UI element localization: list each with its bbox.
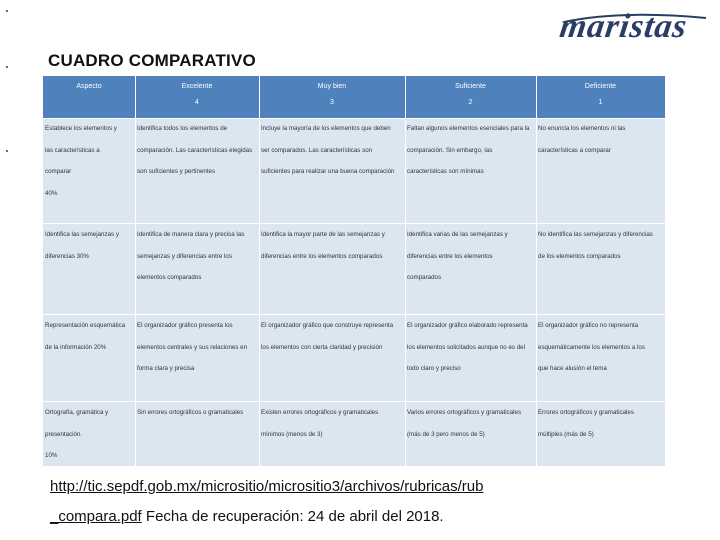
muy-bien-cell: Identifica la mayor parte de las semejanzas y diferencias entre los elementos comparados [261, 231, 385, 260]
logo-text: maristas [557, 8, 690, 45]
aspect-cell: Establece los elementos y las características a comparar 40% [45, 125, 117, 197]
table-row [43, 315, 665, 401]
excelente-cell: El organizador gráfico presenta los elementos centrales y sus relaciones en forma clara y precisa [137, 322, 248, 372]
source-link[interactable]: http://tic.sepdf.gob.mx/micrositio/micrositio3/archivos/rubricas/rub [50, 478, 484, 495]
muy-bien-cell: Existen errores ortográficos y gramaticales mínimos (menos de 3) [261, 409, 379, 438]
excelente-cell: Identifica todos los elementos de comparación. Las características elegidas son suficientes y pertinentes [137, 125, 253, 175]
suficiente-cell: Identifica varias de las semejanzas y diferencias entre los elementos comparados [407, 231, 508, 281]
source-citation [50, 472, 483, 532]
deficiente-cell: El organizador gráfico no representa esquemáticamente los elementos a los que hace alusión el tema [538, 322, 645, 372]
aspect-cell: Representación esquemática de la información 20% [45, 322, 126, 351]
deficiente-cell: No identifica las semejanzas y diferencias de los elementos comparados [538, 231, 653, 260]
table-row [43, 118, 665, 223]
aspect-cell: Identifica las semejanzas y diferencias 30% [45, 231, 119, 260]
page-title: CUADRO COMPARATIVO [48, 51, 256, 70]
table-header [43, 76, 665, 118]
header-muy-bien: Muy bien 3 [317, 83, 347, 106]
source-link-continuation[interactable]: _compara.pdf [50, 508, 142, 525]
header-suficiente: Suficiente 2 [455, 83, 486, 106]
deficiente-cell: No enuncia los elementos ni las características a comparar [538, 125, 626, 154]
excelente-cell: Identifica de manera clara y precisa las semejanzas y diferencias entre los elementos comparados [137, 231, 245, 281]
aspect-cell: Ortografía, gramática y presentación. 10% [45, 409, 109, 459]
suficiente-cell: El organizador gráfico elaborado representa los elementos solicitados aunque no es del todo claro y preciso [407, 322, 528, 372]
header-deficiente: Deficiente 1 [584, 83, 617, 106]
header-excelente: Excelente 4 [181, 83, 213, 106]
deficiente-cell: Errores ortográficos y gramaticales múltiples (más de 5) [538, 409, 634, 438]
table-row [43, 224, 665, 314]
suficiente-cell: Faltan algunos elementos esenciales para la comparación. Sin embargo, las características son mínimas [407, 125, 530, 175]
muy-bien-cell: Incluye la mayoría de los elementos que deben ser comparados. Las características son suficientes para realizar una buena comparación [261, 125, 395, 175]
table-row [43, 402, 665, 466]
suficiente-cell: Varios errores ortográficos y gramaticales (más de 3 pero menos de 5) [407, 409, 522, 438]
retrieval-date: Fecha de recuperación: 24 de abril del 2018. [141, 508, 444, 525]
muy-bien-cell: El organizador gráfico que construye representa los elementos con cierta claridad y precisión [261, 322, 394, 351]
logo-swoosh-icon [560, 8, 710, 48]
rubric-table [43, 76, 665, 466]
header-aspecto: Aspecto [76, 83, 102, 90]
excelente-cell: Sin errores ortográficos o gramaticales [137, 409, 244, 416]
maristas-logo [557, 8, 710, 48]
